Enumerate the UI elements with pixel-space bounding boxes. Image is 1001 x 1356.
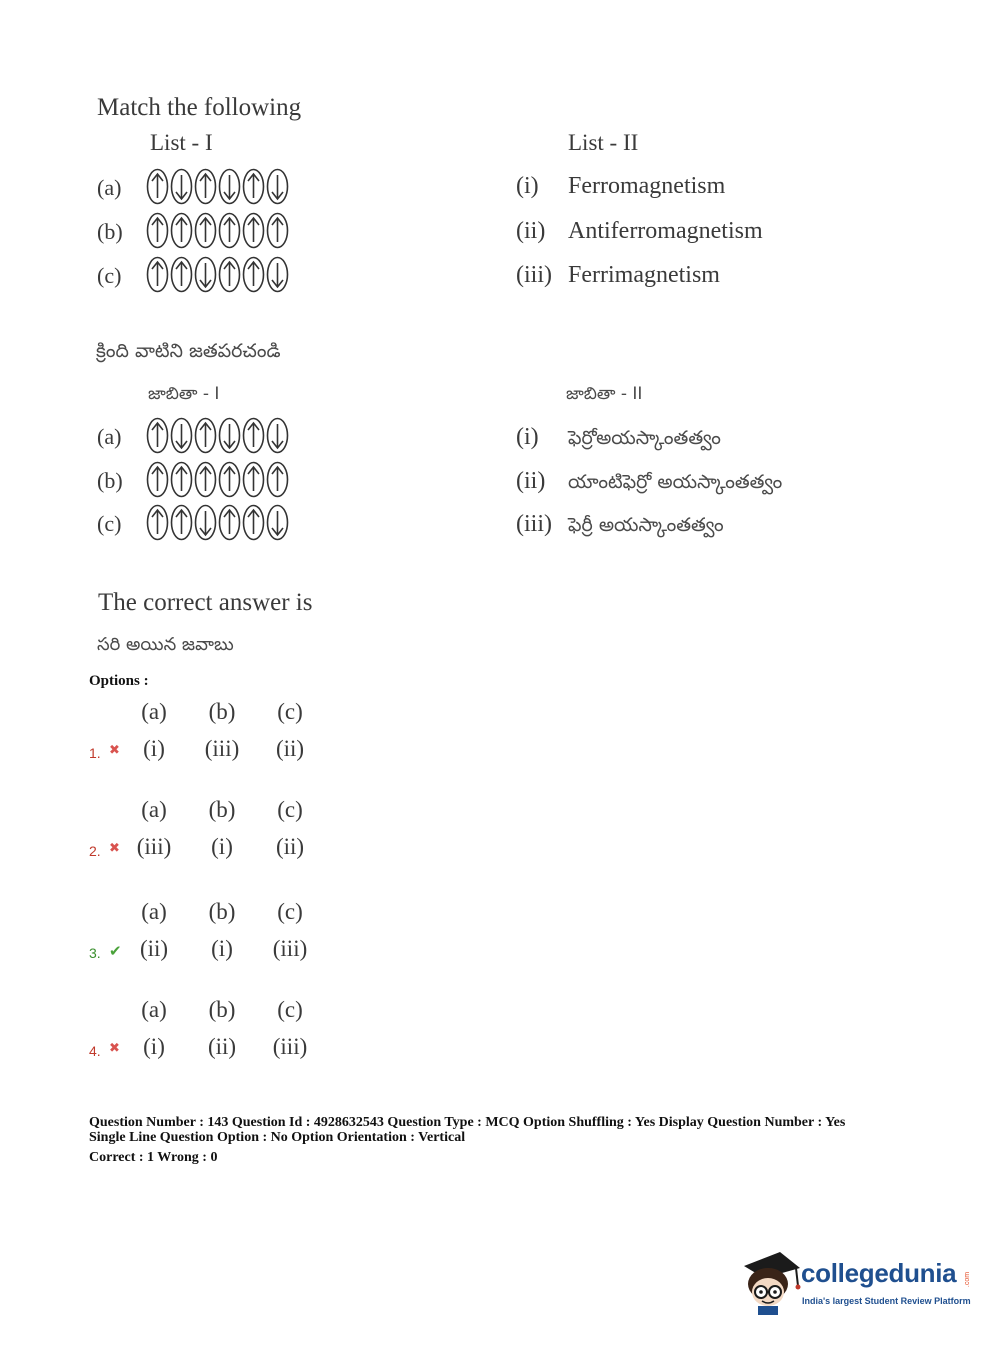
option-column-header: (a) [141, 899, 167, 924]
list2-english-item-label: (ii) [516, 218, 546, 244]
list2-telugu-item-text: ఫెర్రీ అయస్కాంతత్వం [568, 514, 724, 536]
spin-down-arrow-icon [194, 504, 217, 541]
brand-name: collegedunia [801, 1258, 957, 1288]
list1-english-item-label: (a) [97, 175, 122, 200]
question-meta-line1: Question Number : 143 Question Id : 4928632543 Question Type : MCQ Option Shuffling : Yes Display Question Number : Yes [89, 1115, 846, 1130]
spin-up-arrow-icon [146, 417, 169, 454]
option-match-value: (ii) [139, 936, 169, 961]
option-column-header: (c) [277, 699, 303, 724]
option-match-value: (ii) [275, 736, 305, 761]
spin-down-arrow-icon [266, 256, 289, 293]
list1-telugu-item-label: (c) [97, 511, 122, 536]
spin-up-arrow-icon [146, 212, 169, 249]
option-column-header: (b) [208, 899, 236, 924]
spin-up-arrow-icon [170, 256, 193, 293]
list1-english-item-spin-row [146, 168, 289, 205]
list2-telugu-item-label: (iii) [516, 511, 552, 537]
list2-english-item-text: Ferromagnetism [568, 173, 726, 199]
list1-telugu-item-spin-row [146, 417, 289, 454]
option-column-header: (a) [141, 699, 167, 724]
option-match-value: (iii) [272, 936, 308, 961]
spin-up-arrow-icon [218, 256, 241, 293]
list2-telugu-item-label: (ii) [516, 468, 546, 494]
spin-down-arrow-icon [218, 417, 241, 454]
list1-telugu-item-label: (a) [97, 424, 122, 449]
list2-telugu-item-text: ఫెర్రోఅయస్కాంతత్వం [568, 427, 721, 449]
cross-mark-icon: ✖ [109, 1041, 120, 1056]
option-3[interactable] [120, 897, 324, 971]
spin-up-arrow-icon [242, 504, 265, 541]
question-meta-line2: Single Line Question Option : No Option Orientation : Vertical [89, 1130, 466, 1145]
option-number: 3. [89, 945, 101, 961]
spin-up-arrow-icon [266, 212, 289, 249]
option-column-header: (a) [141, 997, 167, 1022]
list1-telugu-item-spin-row [146, 504, 289, 541]
list1-telugu-item-spin-row [146, 461, 289, 498]
list1-english-item-spin-row [146, 212, 289, 249]
spin-up-arrow-icon [146, 461, 169, 498]
list1-heading-english: List - I [150, 130, 213, 155]
spin-down-arrow-icon [194, 256, 217, 293]
list2-telugu-item-label: (i) [516, 424, 539, 450]
spin-up-arrow-icon [146, 168, 169, 205]
answer-prompt-english: The correct answer is [98, 589, 313, 616]
answer-prompt-telugu: సరి అయిన జవాబు [97, 634, 234, 655]
spin-up-arrow-icon [170, 461, 193, 498]
spin-up-arrow-icon [266, 461, 289, 498]
spin-up-arrow-icon [194, 168, 217, 205]
spin-down-arrow-icon [266, 504, 289, 541]
spin-up-arrow-icon [242, 256, 265, 293]
option-4[interactable] [120, 995, 324, 1069]
option-match-value: (iii) [136, 834, 172, 859]
option-number: 1. [89, 745, 101, 761]
instruction-telugu: క్రింది వాటిని జతపరచండి [96, 340, 281, 362]
check-mark-icon: ✔ [109, 942, 122, 960]
spin-up-arrow-icon [218, 504, 241, 541]
list2-telugu-item-text: యాంటిఫెర్రో అయస్కాంతత్వం [568, 471, 783, 493]
spin-up-arrow-icon [194, 417, 217, 454]
list1-english-item-label: (b) [97, 219, 123, 244]
spin-up-arrow-icon [170, 504, 193, 541]
spin-up-arrow-icon [242, 168, 265, 205]
spin-up-arrow-icon [218, 212, 241, 249]
spin-down-arrow-icon [266, 168, 289, 205]
spin-up-arrow-icon [146, 504, 169, 541]
option-match-value: (i) [211, 936, 233, 961]
cross-mark-icon: ✖ [109, 841, 120, 856]
option-match-value: (ii) [275, 834, 305, 859]
list2-english-item-label: (i) [516, 173, 539, 199]
option-column-header: (c) [277, 797, 303, 822]
spin-down-arrow-icon [218, 168, 241, 205]
list1-telugu-item-label: (b) [97, 468, 123, 493]
option-match-value: (iii) [272, 1034, 308, 1059]
option-column-header: (c) [277, 997, 303, 1022]
option-column-header: (b) [208, 997, 236, 1022]
spin-up-arrow-icon [242, 461, 265, 498]
option-column-header: (b) [208, 797, 236, 822]
list2-heading-english: List - II [568, 130, 639, 155]
instruction-english: Match the following [97, 94, 302, 121]
spin-up-arrow-icon [146, 256, 169, 293]
brand-tagline: India's largest Student Review Platform [802, 1296, 971, 1306]
option-match-value: (i) [211, 834, 233, 859]
option-match-value: (iii) [204, 736, 240, 761]
option-number: 4. [89, 1043, 101, 1059]
question-meta-line3: Correct : 1 Wrong : 0 [89, 1150, 218, 1165]
spin-down-arrow-icon [170, 417, 193, 454]
list2-english-item-text: Antiferromagnetism [568, 218, 763, 244]
mascot-icon [740, 1248, 802, 1316]
spin-up-arrow-icon [218, 461, 241, 498]
option-match-value: (i) [143, 736, 165, 761]
option-match-value: (ii) [207, 1034, 237, 1059]
option-column-header: (b) [208, 699, 236, 724]
spin-up-arrow-icon [170, 212, 193, 249]
option-column-header: (a) [141, 797, 167, 822]
option-number: 2. [89, 843, 101, 859]
list2-english-item-text: Ferrimagnetism [568, 262, 720, 288]
spin-down-arrow-icon [266, 417, 289, 454]
option-match-value: (i) [143, 1034, 165, 1059]
option-1[interactable] [120, 697, 324, 771]
list1-english-item-label: (c) [97, 263, 122, 288]
cross-mark-icon: ✖ [109, 743, 120, 758]
list2-english-item-label: (iii) [516, 262, 552, 288]
list2-heading-telugu: జాబితా - II [566, 384, 643, 404]
spin-up-arrow-icon [194, 461, 217, 498]
spin-up-arrow-icon [242, 417, 265, 454]
list1-english-item-spin-row [146, 256, 289, 293]
spin-up-arrow-icon [194, 212, 217, 249]
list1-heading-telugu: జాబితా - I [148, 384, 220, 404]
spin-down-arrow-icon [170, 168, 193, 205]
brand-suffix: .com [964, 1271, 972, 1288]
option-2[interactable] [120, 795, 324, 869]
collegedunia-logo[interactable] [740, 1248, 970, 1318]
options-title: Options : [89, 673, 149, 689]
option-column-header: (c) [277, 899, 303, 924]
spin-up-arrow-icon [242, 212, 265, 249]
